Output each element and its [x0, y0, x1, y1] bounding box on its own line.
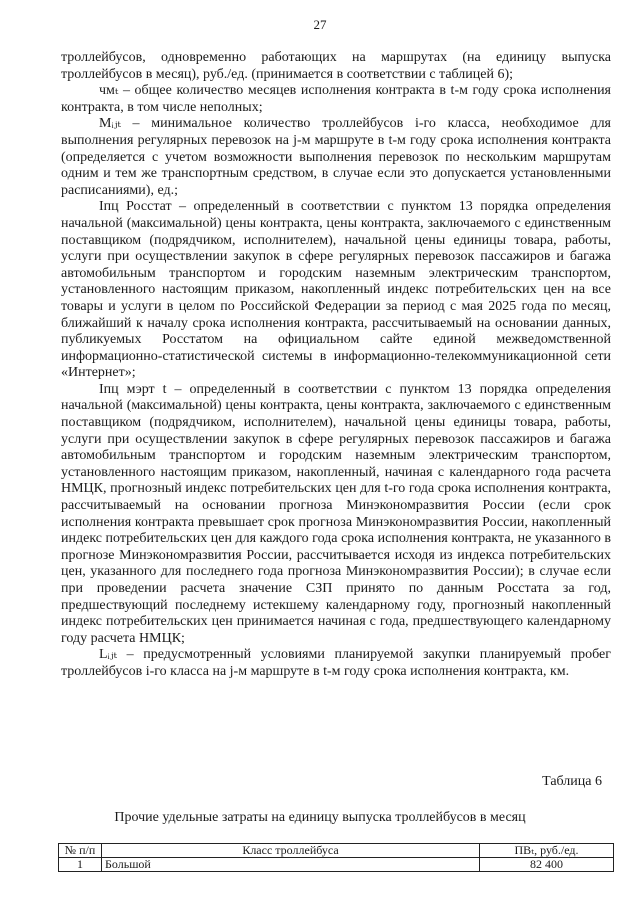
body-text [61, 50, 611, 681]
table-row [59, 858, 614, 872]
paragraph: Lᵢⱼₜ – предусмотренный условиями планируемой закупки планируемый пробег троллейбусов i-го класса на j-м маршруте в t-м году срока исполнения контракта, км. [61, 647, 611, 679]
paragraph: Iпц Росстат – определенный в соответствии с пунктом 13 порядка определения начальной (максимальной) цены контракта, цены контракта, заключаемого с единственным поставщиком (подрядчиком, исполнителем), начальной цены единицы товара, работы, услуги при осуществлении закупок в сфере регулярных перевозок пассажиров и багажа автомобильным транспортом и городским наземным электрическим транспортом, установленного настоящим приказом, накопленный индекс потребительских цен на все товары и услуги в целом по Российской Федерации за период с мая 2025 года по месяц, ближайший к началу срока исполнения контракта, рассчитываемый на основании данных, публикуемых Росстатом на официальном сайте единой межведомственной информационно-статистической системы в информационно-телекоммуникационной сети «Интернет»; [61, 199, 611, 381]
paragraph: Mᵢⱼₜ – минимальное количество троллейбусов i-го класса, необходимое для выполнения регулярных перевозок на j-м маршруте в t-м году срока исполнения контракта (определяется с учетом возможности выполнения перевозок по нескольким маршрутам одним и тем же транспортным средством, в случае если это допускается установленными расписаниями), ед.; [61, 116, 611, 198]
table-caption: Таблица 6 [542, 774, 602, 789]
page-number: 27 [313, 17, 327, 32]
cell-value: 82 400 [480, 858, 614, 872]
header-number: № п/п [59, 844, 102, 858]
cost-table [58, 843, 614, 872]
paragraph: Iпц мэрт t – определенный в соответствии с пунктом 13 порядка определения начальной (максимальной) цены контракта, цены контракта, заключаемого с единственным поставщиком (подрядчиком, исполнителем), начальной цены единицы товара, работы, услуги при осуществлении закупок в сфере регулярных перевозок пассажиров и багажа автомобильным транспортом и городским наземным электрическим транспортом, установленного настоящим приказом, накопленный, начиная с календарного года расчета НМЦК, прогнозный индекс потребительских цен для t-го года срока исполнения контракта, рассчитываемый на основании прогноза Минэкономразвития России (если срок исполнения контракта превышает срок прогноза Минэкономразвития России, накопленный индекс потребительских цен для каждого года срока исполнения контракта, не указанного в прогнозе Минэкономразвития России, рассчитывается исходя из индекса потребительских цен, указанного для последнего года прогноза Минэкономразвития России); в случае если при проведении расчета значение СЗП принято по данным Росстата за год, предшествующий последнему истекшему календарному году, прогнозный накопленный индекс потребительских цен принимается начиная с года, предшествующего календарному году расчета НМЦК; [61, 381, 611, 646]
cell-class: Большой [102, 858, 480, 872]
header-value: ПВₜ, руб./ед. [480, 844, 614, 858]
table-header-row [59, 844, 614, 858]
paragraph: троллейбусов, одновременно работающих на маршрутах (на единицу выпуска троллейбусов в месяц), руб./ед. (принимается в соответствии с таблицей 6); [61, 50, 611, 82]
table-title: Прочие удельные затраты на единицу выпуска троллейбусов в месяц [114, 810, 526, 825]
cell-number: 1 [59, 858, 102, 872]
header-class: Класс троллейбуса [102, 844, 480, 858]
paragraph: чмₜ – общее количество месяцев исполнения контракта в t-м году срока исполнения контракта, в том числе неполных; [61, 83, 611, 115]
